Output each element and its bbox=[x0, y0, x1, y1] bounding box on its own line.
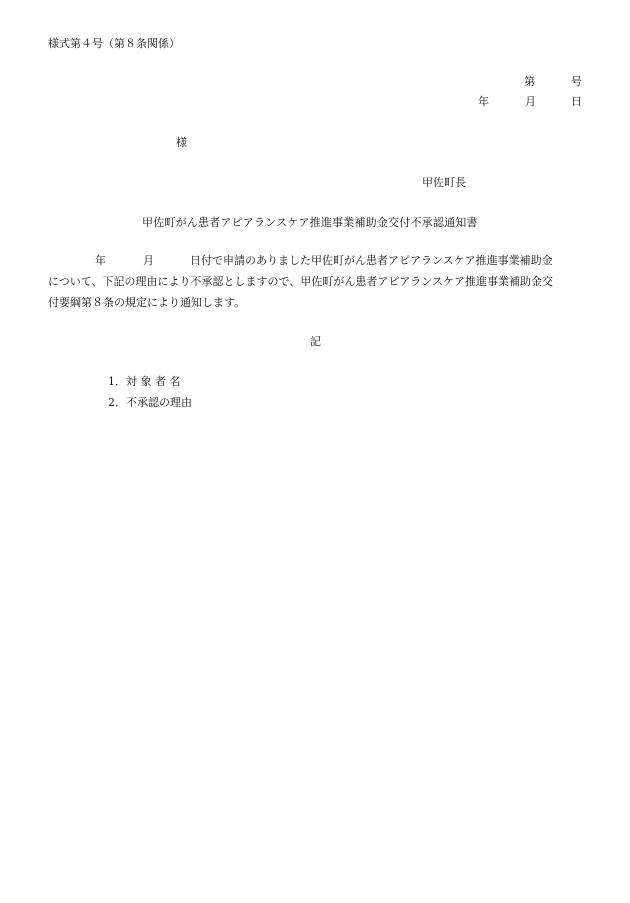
list-item-recipient-name: 1．対 象 者 名 bbox=[108, 375, 181, 388]
ki-heading: 記 bbox=[310, 335, 321, 348]
document-number-label: 第 bbox=[524, 75, 535, 88]
date-year-label: 年 bbox=[478, 95, 489, 108]
body-line-2: について、下記の理由により不承認としますので、甲佐町がん患者アピアランスケア推進事業補助金交 bbox=[48, 275, 554, 288]
list-item-rejection-reason: 2．不承認の理由 bbox=[108, 396, 192, 409]
document-title: 甲佐町がん患者アピアランスケア推進事業補助金交付不承認通知書 bbox=[142, 216, 478, 229]
body-line-1: 日付で申請のありました甲佐町がん患者アピアランスケア推進事業補助金 bbox=[190, 254, 553, 267]
body-line-3: 付要綱第８条の規定により通知します。 bbox=[48, 296, 246, 309]
document-number-suffix: 号 bbox=[571, 75, 582, 88]
date-month-label: 月 bbox=[525, 95, 536, 108]
addressee-honorific: 様 bbox=[176, 136, 187, 149]
sender-name: 甲佐町長 bbox=[422, 176, 466, 189]
form-number: 様式第４号（第８条関係） bbox=[48, 37, 180, 50]
body-year-label: 年 bbox=[95, 254, 106, 267]
body-month-label: 月 bbox=[143, 254, 154, 267]
date-day-label: 日 bbox=[571, 95, 582, 108]
